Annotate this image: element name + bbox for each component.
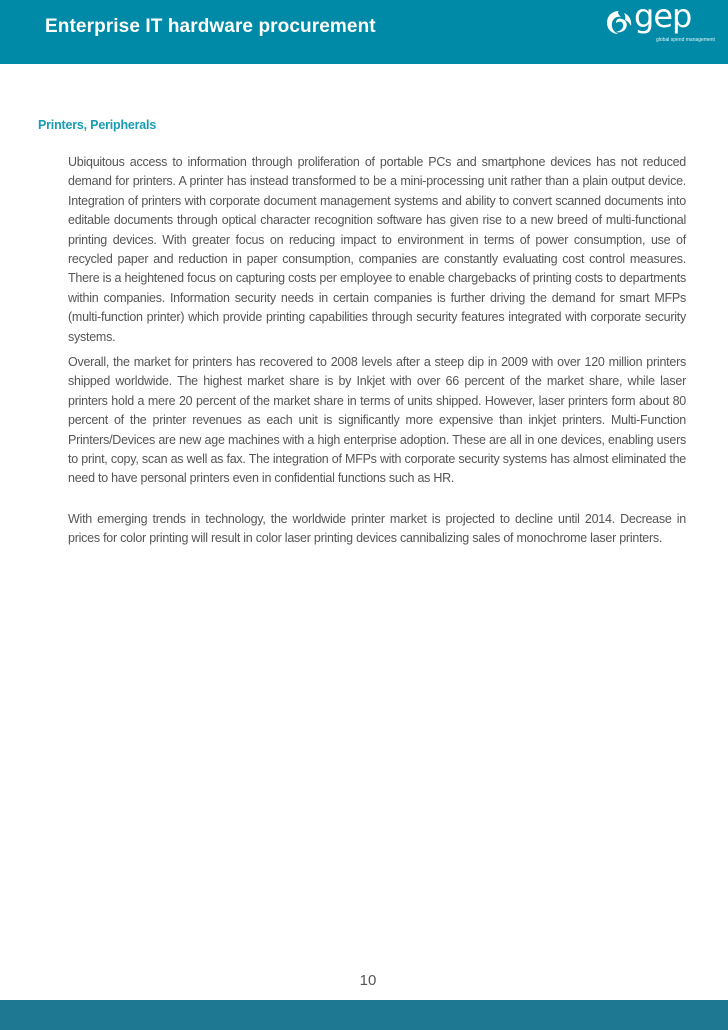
page-number: 10 [359, 972, 377, 989]
header-bar [0, 0, 728, 64]
paragraph-market-share: Overall, the market for printers has recovered to 2008 levels after a steep dip in 2009 with over 120 million printers shipped worldwide. The highest market share is by Inkjet with over 66 percent of the market share, while laser printers hold a mere 20 percent of the market share in terms of units shipped. However, laser printers form about 80 percent of the printer revenues as each unit is significantly more expensive than inkjet printers. Multi-Function Printers/Devices are new age machines with a high enterprise adoption. These are all in one devices, enabling users to print, copy, scan as well as fax. The integration of MFPs with corporate security systems has almost eliminated the need to have personal printers even in confidential functions such as HR. [68, 355, 686, 486]
section-heading: Printers, Peripherals [38, 118, 157, 132]
document-title: Enterprise IT hardware procurement [45, 16, 376, 37]
logo-tagline: global spend management [656, 37, 715, 43]
logo-wordmark: gep [634, 0, 692, 35]
footer-bar [0, 1000, 728, 1030]
paragraph-printers-overview: Ubiquitous access to information through proliferation of portable PCs and smartphone devices has not reduced demand for printers. A printer has instead transformed to be a mini-processing unit rather than a plain output device. Integration of printers with corporate document management systems and ability to convert scanned documents into editable documents through optical character recognition software has given rise to a new breed of multi-functional printing devices. With greater focus on reducing impact to environment in terms of power consumption, use of recycled paper and reduction in paper consumption, companies are constantly evaluating cost control measures. There is a heightened focus on capturing costs per employee to enable chargebacks of printing costs to departments within companies. Information security needs in certain companies is further driving the demand for smart MFPs (multi-function printer) which provide printing capabilities through security features integrated with corporate security systems. [68, 155, 686, 344]
gep-logo [604, 0, 715, 46]
gep-swirl-icon [604, 8, 634, 38]
paragraph-market-outlook: With emerging trends in technology, the worldwide printer market is projected to decline until 2014. Decrease in prices for color printing will result in color laser printing devices cannibalizing sales of monochrome laser printers. [68, 512, 686, 546]
